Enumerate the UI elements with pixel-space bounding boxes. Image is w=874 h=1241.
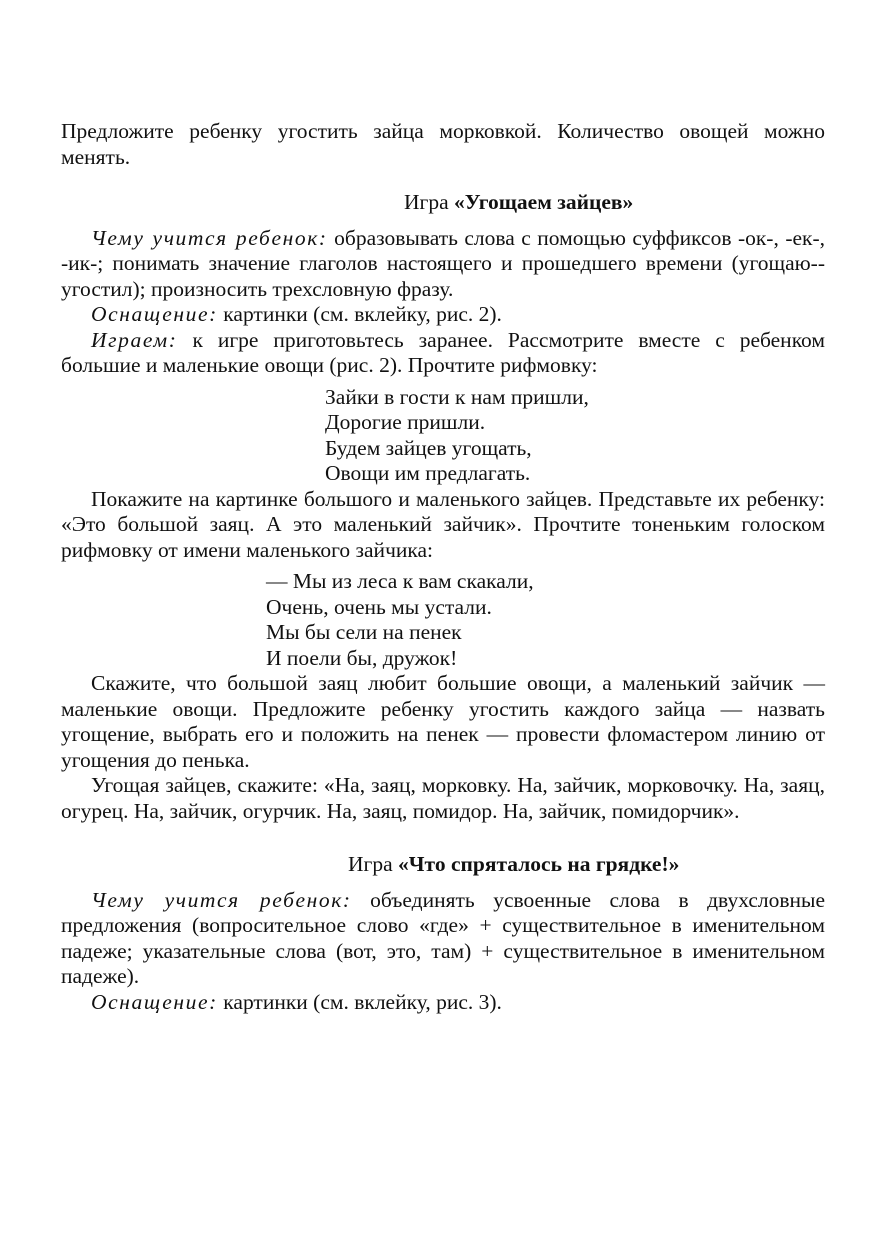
intro-paragraph — [61, 119, 825, 145]
game1-equip-text: картинки (см. вклейку, рис. 2). — [223, 302, 502, 326]
intro-line-2: менять. — [61, 144, 131, 169]
game2-title-prefix: Игра — [348, 852, 393, 876]
game2-equip-paragraph — [61, 990, 825, 1016]
game1-title-name: «Угощаем зайцев» — [454, 190, 634, 214]
game2-equip-label: Оснащение: — [91, 989, 218, 1014]
game2-learns-text: объединять усвоенные слова в двухсловные предложения (вопросительное слово «где» + существительное в именительном падеже; указательные слова (вот, это, там) + существительное в именительном падеже). — [61, 887, 825, 988]
document-page — [61, 119, 825, 1015]
game1-title-prefix: Игра — [404, 190, 449, 214]
poem2-line: И поели бы, дружок! — [266, 645, 458, 670]
poem2-line: Очень, очень мы устали. — [266, 594, 492, 619]
poem2-line: Мы бы сели на пенек — [266, 620, 462, 644]
game1-poem-2 — [61, 569, 825, 671]
intro-paragraph-end — [61, 145, 825, 171]
game1-show-text: Покажите на картинке большого и маленького зайцев. Представьте их ребенку: «Это большой заяц. А это маленький зайчик». Прочтите тоненьким голоском рифмовку от имени маленького зайчика: — [61, 486, 825, 562]
game1-learns-paragraph — [61, 226, 825, 303]
game1-show-paragraph — [61, 487, 825, 564]
game1-learns-text: образовывать слова с помощью суффиксов -ок-, -ек-, -ик-; понимать значение глаголов настоящего и прошедшего времени (угощаю--угостил); произносить трехсловную фразу. — [61, 225, 825, 301]
game1-treat-text: Угощая зайцев, скажите: «На, заяц, морковку. На, зайчик, морковочку. На, заяц, огурец. На, зайчик, огурчик. На, заяц, помидор. На, зайчик, помидорчик». — [61, 773, 825, 823]
game1-say-text: Скажите, что большой заяц любит большие овощи, а маленький зайчик — маленькие овощи. Предложите ребенку угостить каждого зайца — назвать угощение, выбрать его и положить на пенек — провести фломастером линию от угощения до пенька. — [61, 671, 825, 772]
game2-title-name: «Что спряталось на грядке!» — [398, 852, 680, 876]
poem2-line: — Мы из леса к вам скакали, — [266, 569, 534, 593]
game1-equip-label: Оснащение: — [91, 302, 218, 326]
game2-learns-paragraph — [61, 888, 825, 990]
poem1-line: Дорогие пришли. — [325, 410, 486, 434]
poem1-line: Будем зайцев угощать, — [325, 435, 532, 460]
game1-equip-paragraph — [61, 302, 825, 328]
game1-treat-paragraph — [61, 773, 825, 824]
game2-title — [61, 852, 825, 878]
game1-title — [61, 190, 825, 216]
game2-learns-label: Чему учится ребенок: — [91, 887, 352, 912]
game1-play-label: Играем: — [91, 327, 178, 352]
poem1-line: Зайки в гости к нам пришли, — [325, 384, 589, 409]
intro-line-1: Предложите ребенку угостить зайца морковкой. Количество овощей можно — [61, 119, 825, 143]
game1-play-text: к игре приготовьтесь заранее. Рассмотрите вместе с ребенком большие и маленькие овощи (рис. 2). Прочтите рифмовку: — [61, 327, 825, 377]
game1-poem-1 — [61, 385, 825, 487]
game2-equip-text: картинки (см. вклейку, рис. 3). — [223, 989, 502, 1014]
game1-learns-label: Чему учится ребенок: — [91, 225, 328, 250]
game1-say-paragraph — [61, 671, 825, 773]
game1-play-paragraph — [61, 328, 825, 379]
poem1-line: Овощи им предлагать. — [325, 461, 531, 485]
